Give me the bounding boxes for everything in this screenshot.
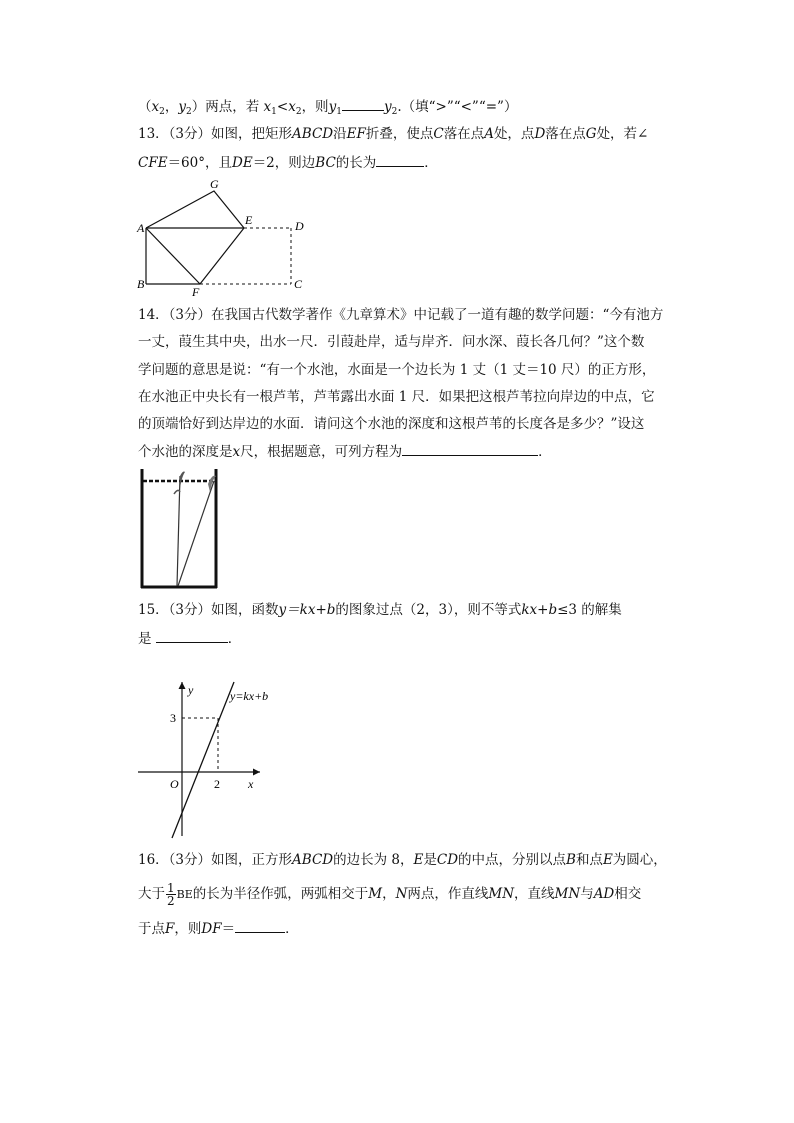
label-G: G bbox=[210, 177, 219, 191]
answer-blank[interactable] bbox=[376, 152, 424, 167]
answer-blank[interactable] bbox=[156, 628, 228, 643]
text: 的长为半径作弧，两弧相交于 bbox=[192, 886, 369, 902]
y-tick-label: 3 bbox=[170, 711, 176, 725]
q14-pond-figure bbox=[136, 466, 222, 592]
text: 的边长为 8， bbox=[333, 852, 414, 868]
text: 两点，作直线 bbox=[407, 886, 489, 902]
var: EF bbox=[346, 126, 366, 142]
text: ）两点，若 bbox=[191, 99, 260, 115]
line-label: y=kx+b bbox=[230, 689, 269, 703]
var: E bbox=[602, 852, 613, 868]
var: BC bbox=[315, 155, 336, 171]
var: ABCD bbox=[292, 126, 334, 142]
text: 沿 bbox=[333, 126, 347, 142]
var-y2: y bbox=[383, 99, 392, 115]
q15-line2 bbox=[138, 628, 241, 649]
text: ，则 bbox=[174, 921, 202, 937]
q16-line1 bbox=[138, 850, 667, 870]
label-F: F bbox=[192, 285, 200, 298]
sub: 1 bbox=[336, 107, 342, 117]
text: 相交 bbox=[614, 886, 642, 902]
var-x: x bbox=[151, 99, 160, 115]
text: 个水池的深度是 bbox=[138, 444, 233, 460]
q16-line2 bbox=[138, 882, 641, 907]
text: 和点 bbox=[575, 852, 603, 868]
text: ，直线 bbox=[514, 886, 555, 902]
text: 处，若∠ bbox=[596, 126, 649, 142]
text: 尺，根据题意，可列方程为 bbox=[240, 444, 403, 460]
label-B: B bbox=[137, 277, 145, 291]
q14-line5: 的顶端恰好到达岸边的水面．请问这个水池的深度和这根芦苇的长度各是多少？”设这 bbox=[138, 416, 645, 432]
q13-figure bbox=[134, 174, 314, 298]
label-D: D bbox=[295, 219, 304, 233]
sub: 2 bbox=[186, 107, 192, 117]
q15-graph bbox=[136, 676, 306, 842]
q14-line2: 一丈，葭生其中央，出水一尺．引葭赴岸，适与岸齐．问水深、葭长各几何？”这个数 bbox=[138, 334, 645, 350]
text: ＝60°，且 bbox=[167, 155, 232, 171]
sub: 1 bbox=[271, 107, 277, 117]
text: 与 bbox=[580, 886, 594, 902]
text: 大于 bbox=[138, 886, 165, 902]
var: G bbox=[585, 126, 597, 142]
answer-blank[interactable] bbox=[235, 918, 285, 933]
text: 16．（3分）如图，正方形 bbox=[138, 852, 293, 868]
text: ． bbox=[424, 155, 438, 171]
var-x: x bbox=[232, 444, 241, 460]
text: ，则 bbox=[301, 99, 329, 115]
var-y1: y bbox=[328, 99, 337, 115]
reed-pulled bbox=[178, 481, 214, 586]
text: ． bbox=[227, 631, 242, 647]
q13-line1 bbox=[138, 124, 648, 144]
var: E bbox=[413, 852, 424, 868]
segment-AF bbox=[146, 228, 200, 284]
text: 于点 bbox=[138, 921, 165, 937]
text: 的长为 bbox=[335, 155, 377, 171]
var: CFE bbox=[138, 155, 168, 171]
text: 折叠，使点 bbox=[365, 126, 434, 142]
less-than: < bbox=[276, 99, 289, 115]
text: 13．（3分）如图，把矩形 bbox=[138, 126, 293, 142]
var: AD bbox=[593, 886, 615, 902]
var: D bbox=[534, 126, 546, 142]
q16-line3 bbox=[138, 918, 299, 939]
text: ． bbox=[285, 921, 299, 937]
label-E: E bbox=[245, 213, 253, 227]
answer-blank[interactable] bbox=[342, 96, 384, 111]
label-C: C bbox=[294, 277, 303, 291]
fill-hint: .（填“>”“<”“=”） bbox=[397, 99, 518, 115]
text: 的中点，分别以点 bbox=[458, 852, 567, 868]
q14-line1: 14．（3分）在我国古代数学著作《九章算术》中记载了一道有趣的数学问题：“今有池方 bbox=[138, 307, 664, 323]
x-tick-label: 2 bbox=[214, 777, 220, 791]
q14-line3: 学问题的意思是说：“有一个水池，水面是一个边长为 1 丈（1 丈＝10 尺）的正方形， bbox=[138, 362, 656, 378]
var: DE bbox=[232, 155, 253, 171]
var-x2: x bbox=[288, 99, 296, 115]
text: ， bbox=[382, 886, 396, 902]
paren-open: （ bbox=[138, 99, 152, 115]
var: F bbox=[165, 921, 175, 937]
fold-edge-agE bbox=[146, 191, 244, 228]
x-axis-label: x bbox=[248, 777, 254, 791]
denominator: 2 bbox=[167, 894, 175, 908]
reed-upright bbox=[177, 476, 180, 586]
label-A: A bbox=[137, 221, 145, 235]
var: ABCD bbox=[292, 852, 334, 868]
text: ＝ bbox=[221, 921, 236, 937]
answer-blank[interactable] bbox=[402, 441, 538, 456]
q14-line4: 在水池正中央长有一根芦苇，芦苇露出水面 1 尺．如果把这根芦苇拉向岸边的中点，它 bbox=[138, 389, 655, 405]
segment-EF bbox=[200, 228, 244, 284]
var: CD bbox=[436, 852, 459, 868]
text: 落在点 bbox=[545, 126, 586, 142]
continuation-line bbox=[138, 96, 517, 122]
numerator: 1 bbox=[167, 881, 175, 895]
text: ≤3 的解集 bbox=[557, 602, 622, 618]
origin-label: O bbox=[170, 777, 179, 791]
var: M bbox=[368, 886, 383, 902]
fraction bbox=[166, 882, 176, 907]
sub: 2 bbox=[391, 107, 398, 117]
expression: kx+b bbox=[521, 602, 558, 618]
var: BE bbox=[176, 888, 193, 901]
sub: 2 bbox=[295, 107, 302, 117]
text: 的图象过点（2，3），则不等式 bbox=[335, 602, 522, 618]
comma: ， bbox=[164, 99, 179, 115]
q14-line6 bbox=[138, 441, 552, 462]
var-x1: x bbox=[263, 99, 272, 115]
text: ． bbox=[538, 444, 552, 460]
text: 是 bbox=[138, 631, 152, 647]
var-y: y bbox=[178, 99, 186, 115]
q13-line2 bbox=[138, 152, 438, 173]
text: 15．（3分）如图，函数 bbox=[138, 602, 279, 618]
sub: 2 bbox=[159, 107, 165, 117]
var: DF bbox=[201, 921, 222, 937]
text: 为圆心， bbox=[612, 852, 667, 868]
q15-line1 bbox=[138, 600, 622, 620]
var: A bbox=[484, 126, 494, 142]
text: 处，点 bbox=[493, 126, 535, 142]
text: ＝2，则边 bbox=[252, 155, 316, 171]
function: y＝kx+b bbox=[278, 602, 336, 618]
var: MN bbox=[488, 886, 515, 902]
graph-line bbox=[172, 682, 234, 838]
text: 落在点 bbox=[443, 126, 485, 142]
var: MN bbox=[554, 886, 581, 902]
y-axis-label: y bbox=[188, 683, 194, 697]
var: C bbox=[433, 126, 444, 142]
var: N bbox=[395, 886, 408, 902]
text: 是 bbox=[423, 852, 437, 868]
var: B bbox=[566, 852, 576, 868]
